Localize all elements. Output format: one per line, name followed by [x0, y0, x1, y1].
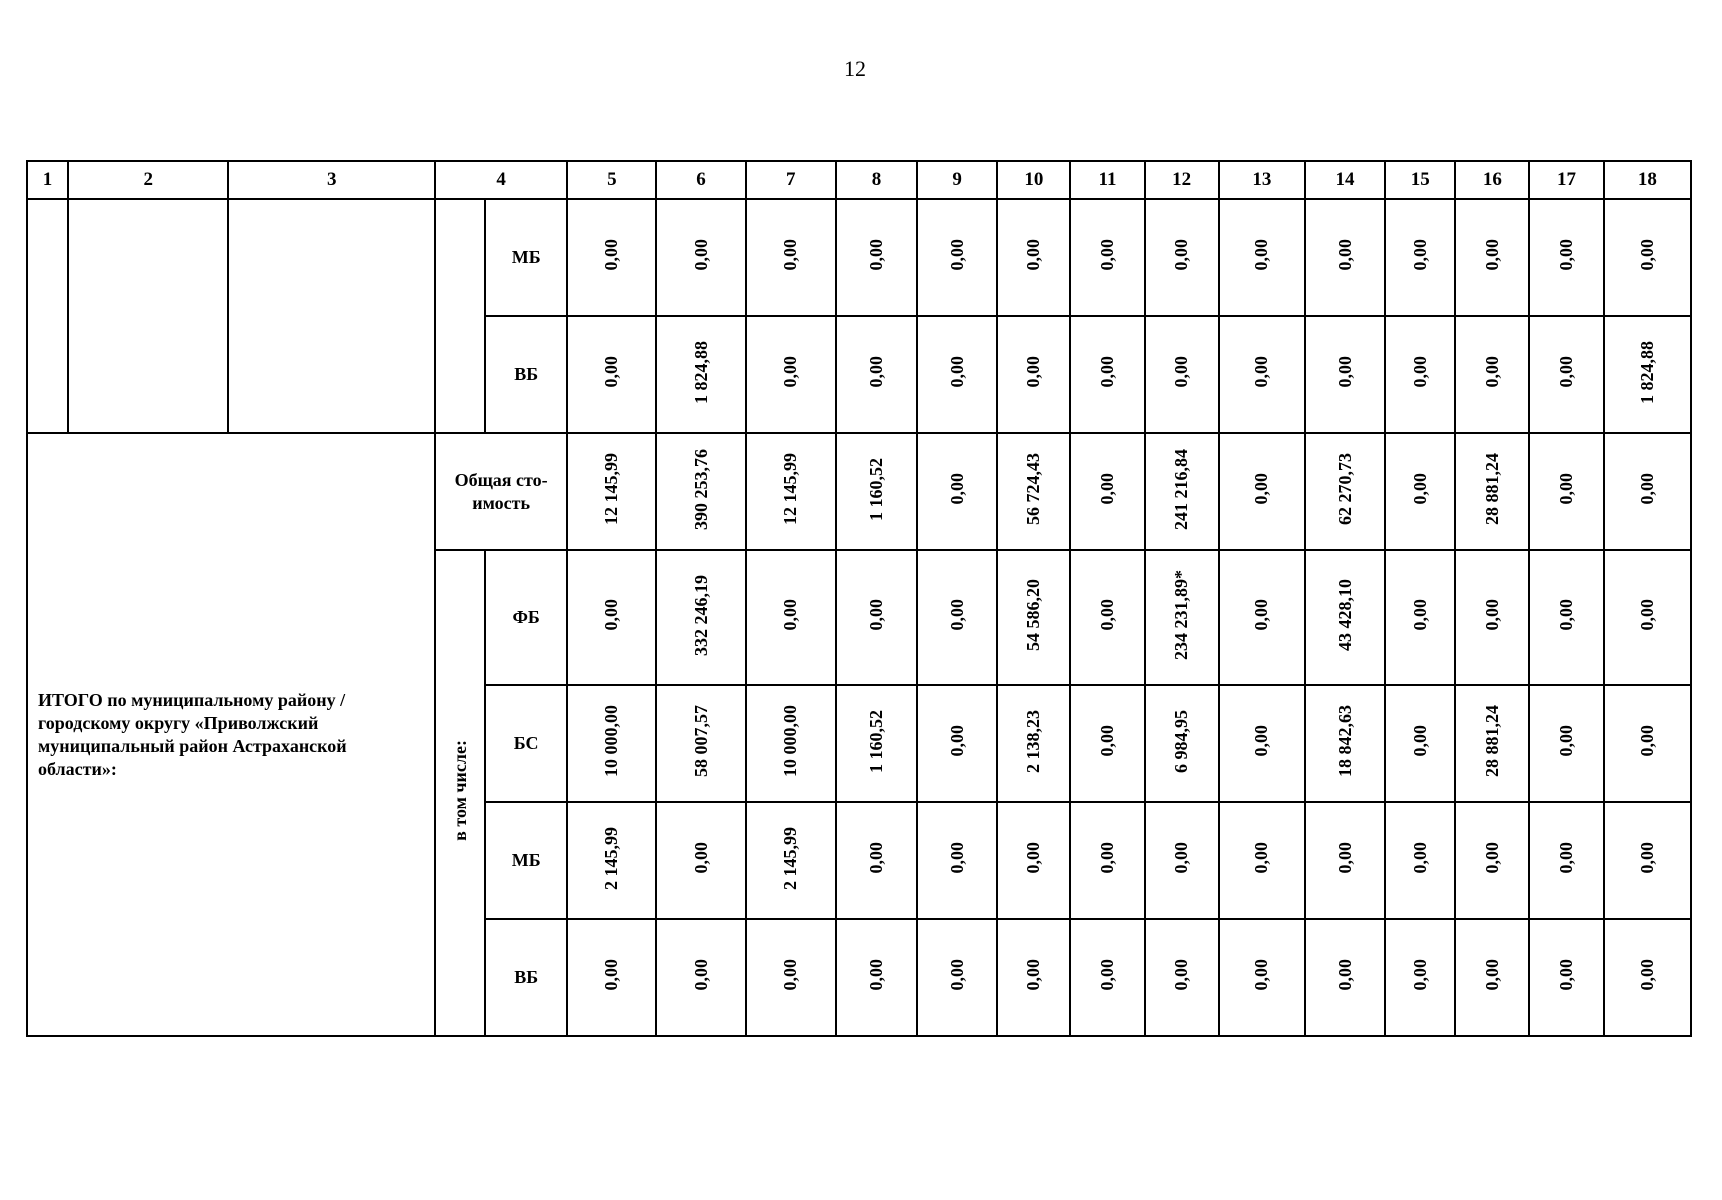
value-cell	[997, 433, 1070, 550]
value-text: 0,00	[1481, 959, 1502, 991]
value-text: 43 428,10	[1334, 579, 1355, 651]
common-cost-label: Общая сто-имость	[435, 433, 567, 550]
value-text: 0,00	[1409, 725, 1430, 757]
value-text: 0,00	[1251, 239, 1272, 271]
value-text: 10 000,00	[601, 705, 622, 777]
value-cell	[1305, 316, 1385, 433]
value-text: 0,00	[1251, 725, 1272, 757]
value-cell	[1219, 685, 1305, 802]
value-text: 0,00	[1556, 959, 1577, 991]
value-text: 0,00	[1171, 356, 1192, 388]
value-text: 0,00	[1023, 959, 1044, 991]
value-cell	[1070, 433, 1144, 550]
value-cell	[746, 550, 836, 685]
value-cell	[567, 316, 656, 433]
value-text: 6 984,95	[1171, 709, 1192, 773]
value-cell	[746, 685, 836, 802]
value-cell	[567, 685, 656, 802]
value-text: 0,00	[1251, 356, 1272, 388]
value-text: 0,00	[1334, 239, 1355, 271]
value-cell	[746, 316, 836, 433]
value-cell	[1305, 199, 1385, 316]
value-text: 0,00	[1556, 473, 1577, 505]
value-text: 2 138,23	[1023, 709, 1044, 773]
header-cell: 11	[1070, 161, 1144, 199]
empty-cell	[27, 199, 68, 433]
value-text: 0,00	[865, 842, 886, 874]
value-cell	[1219, 550, 1305, 685]
value-text: 0,00	[601, 959, 622, 991]
value-cell	[746, 802, 836, 919]
budget-table	[26, 160, 1692, 1037]
value-text: 0,00	[1636, 599, 1657, 631]
value-text: 0,00	[601, 239, 622, 271]
value-text: 0,00	[1409, 239, 1430, 271]
value-text: 0,00	[1409, 599, 1430, 631]
value-text: 0,00	[780, 356, 801, 388]
value-cell	[1070, 550, 1144, 685]
value-text: 0,00	[946, 725, 967, 757]
header-cell: 3	[228, 161, 434, 199]
value-cell	[997, 919, 1070, 1036]
value-cell	[1604, 802, 1691, 919]
value-cell	[1145, 919, 1219, 1036]
header-cell: 6	[656, 161, 745, 199]
value-text: 1 160,52	[865, 709, 886, 773]
value-text: 0,00	[1409, 959, 1430, 991]
value-text: 0,00	[1481, 239, 1502, 271]
value-text: 0,00	[601, 599, 622, 631]
value-text: 0,00	[1334, 356, 1355, 388]
value-text: 0,00	[1251, 599, 1272, 631]
value-text: 1 824,88	[690, 340, 711, 404]
value-text: 0,00	[1251, 959, 1272, 991]
value-cell	[1604, 433, 1691, 550]
value-text: 0,00	[1636, 473, 1657, 505]
value-text: 390 253,76	[690, 448, 711, 530]
value-text: 0,00	[1409, 473, 1430, 505]
value-cell	[1455, 802, 1529, 919]
value-cell	[746, 919, 836, 1036]
value-cell	[917, 316, 997, 433]
value-cell	[567, 199, 656, 316]
value-cell	[1529, 919, 1603, 1036]
value-text: 28 881,24	[1481, 705, 1502, 777]
value-text: 0,00	[865, 239, 886, 271]
value-text: 0,00	[1251, 473, 1272, 505]
value-cell	[1385, 550, 1455, 685]
value-text: 0,00	[1023, 239, 1044, 271]
header-cell: 10	[997, 161, 1070, 199]
value-text: 12 145,99	[780, 453, 801, 525]
value-cell	[1305, 550, 1385, 685]
value-cell	[1529, 433, 1603, 550]
value-text: 10 000,00	[780, 705, 801, 777]
header-cell: 15	[1385, 161, 1455, 199]
value-text: 0,00	[1023, 356, 1044, 388]
value-text: 0,00	[1481, 599, 1502, 631]
value-cell	[656, 685, 745, 802]
value-cell	[1455, 685, 1529, 802]
value-cell	[1529, 316, 1603, 433]
value-cell	[746, 433, 836, 550]
value-text: 0,00	[865, 599, 886, 631]
value-cell	[1219, 919, 1305, 1036]
value-text: 0,00	[1556, 842, 1577, 874]
funding-source-label: ВБ	[485, 919, 567, 1036]
value-text: 0,00	[1556, 725, 1577, 757]
value-cell	[656, 919, 745, 1036]
value-cell	[1529, 550, 1603, 685]
value-text: 0,00	[865, 356, 886, 388]
value-cell	[836, 685, 917, 802]
value-text: 0,00	[690, 239, 711, 271]
value-text: 18 842,63	[1334, 705, 1355, 777]
header-cell: 8	[836, 161, 917, 199]
value-text: 0,00	[1481, 842, 1502, 874]
empty-cell	[435, 199, 485, 433]
value-text: 28 881,24	[1481, 453, 1502, 525]
header-cell: 13	[1219, 161, 1305, 199]
value-text: 0,00	[780, 599, 801, 631]
value-cell	[1070, 316, 1144, 433]
value-cell	[656, 802, 745, 919]
value-text: 0,00	[1409, 842, 1430, 874]
value-cell	[1219, 199, 1305, 316]
value-text: 0,00	[1096, 356, 1117, 388]
header-cell: 16	[1455, 161, 1529, 199]
value-cell	[1604, 550, 1691, 685]
value-cell	[1529, 685, 1603, 802]
value-cell	[1145, 199, 1219, 316]
value-cell	[1604, 199, 1691, 316]
value-cell	[567, 802, 656, 919]
value-cell	[997, 685, 1070, 802]
value-cell	[746, 199, 836, 316]
value-cell	[567, 433, 656, 550]
header-cell: 1	[27, 161, 68, 199]
value-text: 1 824,88	[1636, 340, 1657, 404]
value-text: 0,00	[1636, 959, 1657, 991]
value-text: 2 145,99	[780, 826, 801, 890]
value-text: 0,00	[946, 239, 967, 271]
value-cell	[1604, 919, 1691, 1036]
value-text: 0,00	[1556, 356, 1577, 388]
value-text: 56 724,43	[1023, 453, 1044, 525]
value-text: 0,00	[865, 959, 886, 991]
value-text: 0,00	[1023, 842, 1044, 874]
value-cell	[1145, 550, 1219, 685]
value-cell	[656, 316, 745, 433]
page-number: 12	[844, 56, 866, 81]
value-text: 0,00	[690, 959, 711, 991]
value-cell	[836, 550, 917, 685]
value-text: 0,00	[1556, 239, 1577, 271]
value-cell	[1070, 199, 1144, 316]
table-row	[27, 199, 1691, 316]
value-text: 0,00	[1171, 959, 1192, 991]
header-cell: 2	[68, 161, 228, 199]
value-cell	[997, 316, 1070, 433]
value-cell	[836, 919, 917, 1036]
header-cell: 17	[1529, 161, 1603, 199]
value-cell	[917, 433, 997, 550]
value-text: 58 007,57	[690, 705, 711, 777]
value-cell	[1385, 685, 1455, 802]
value-text: 1 160,52	[865, 457, 886, 521]
value-text: 0,00	[1556, 599, 1577, 631]
value-text: 0,00	[1096, 842, 1117, 874]
header-row	[27, 161, 1691, 199]
value-cell	[1385, 199, 1455, 316]
funding-source-label: БС	[485, 685, 567, 802]
value-text: 0,00	[1171, 842, 1192, 874]
including-label: в том числе:	[449, 740, 470, 841]
funding-source-label: ФБ	[485, 550, 567, 685]
funding-source-label: ВБ	[485, 316, 567, 433]
value-cell	[1219, 433, 1305, 550]
value-text: 0,00	[946, 356, 967, 388]
including-cell	[435, 550, 485, 1036]
value-text: 0,00	[1334, 842, 1355, 874]
value-text: 0,00	[780, 239, 801, 271]
value-cell	[1529, 199, 1603, 316]
value-cell	[917, 802, 997, 919]
value-text: 0,00	[1096, 959, 1117, 991]
value-cell	[917, 685, 997, 802]
header-cell: 5	[567, 161, 656, 199]
value-cell	[1529, 802, 1603, 919]
value-cell	[1455, 550, 1529, 685]
value-cell	[567, 919, 656, 1036]
value-cell	[1455, 433, 1529, 550]
value-text: 0,00	[1636, 842, 1657, 874]
funding-source-label: МБ	[485, 802, 567, 919]
value-cell	[1385, 919, 1455, 1036]
value-text: 0,00	[780, 959, 801, 991]
value-text: 332 246,19	[690, 574, 711, 656]
value-text: 0,00	[601, 356, 622, 388]
value-cell	[1145, 433, 1219, 550]
value-text: 2 145,99	[601, 826, 622, 890]
value-cell	[1455, 919, 1529, 1036]
value-text: 0,00	[690, 842, 711, 874]
total-label: ИТОГО по муниципальному району / городскому округу «Приволжский муниципальный район Астраханской области»:	[27, 433, 435, 1036]
value-text: 0,00	[1636, 239, 1657, 271]
value-cell	[1145, 802, 1219, 919]
value-cell	[997, 550, 1070, 685]
value-cell	[1145, 316, 1219, 433]
value-cell	[1145, 685, 1219, 802]
value-cell	[656, 433, 745, 550]
value-text: 0,00	[1409, 356, 1430, 388]
value-cell	[1219, 316, 1305, 433]
value-text: 0,00	[1096, 725, 1117, 757]
value-text: 0,00	[1096, 473, 1117, 505]
value-cell	[1385, 433, 1455, 550]
value-text: 0,00	[1171, 239, 1192, 271]
header-cell: 4	[435, 161, 567, 199]
header-cell: 12	[1145, 161, 1219, 199]
value-cell	[1305, 802, 1385, 919]
value-text: 241 216,84	[1171, 448, 1192, 530]
empty-cell	[228, 199, 434, 433]
value-text: 12 145,99	[601, 453, 622, 525]
value-text: 54 586,20	[1023, 579, 1044, 651]
empty-cell	[68, 199, 228, 433]
value-cell	[997, 802, 1070, 919]
value-cell	[917, 919, 997, 1036]
value-text: 0,00	[1096, 239, 1117, 271]
value-text: 0,00	[1481, 356, 1502, 388]
value-cell	[1305, 433, 1385, 550]
value-cell	[567, 550, 656, 685]
total-cost-row	[27, 433, 1691, 550]
value-text: 0,00	[1636, 725, 1657, 757]
value-cell	[1385, 802, 1455, 919]
value-text: 0,00	[946, 599, 967, 631]
header-cell: 9	[917, 161, 997, 199]
value-cell	[1604, 685, 1691, 802]
value-text: 0,00	[1251, 842, 1272, 874]
value-cell	[1305, 685, 1385, 802]
value-cell	[836, 199, 917, 316]
value-cell	[917, 550, 997, 685]
value-cell	[1455, 199, 1529, 316]
header-cell: 18	[1604, 161, 1691, 199]
value-text: 0,00	[946, 959, 967, 991]
value-text: 0,00	[1096, 599, 1117, 631]
value-cell	[656, 550, 745, 685]
header-cell: 7	[746, 161, 836, 199]
value-cell	[1455, 316, 1529, 433]
value-text: 0,00	[1334, 959, 1355, 991]
value-cell	[1070, 802, 1144, 919]
value-cell	[1070, 919, 1144, 1036]
value-text: 62 270,73	[1334, 453, 1355, 525]
header-cell: 14	[1305, 161, 1385, 199]
value-text: 234 231,89*	[1171, 570, 1192, 660]
value-cell	[836, 433, 917, 550]
value-cell	[656, 199, 745, 316]
value-cell	[1219, 802, 1305, 919]
funding-source-label: МБ	[485, 199, 567, 316]
value-cell	[836, 802, 917, 919]
value-cell	[1070, 685, 1144, 802]
value-text: 0,00	[946, 842, 967, 874]
value-cell	[1305, 919, 1385, 1036]
value-cell	[997, 199, 1070, 316]
value-cell	[836, 316, 917, 433]
value-cell	[1385, 316, 1455, 433]
value-text: 0,00	[946, 473, 967, 505]
value-cell	[917, 199, 997, 316]
value-cell	[1604, 316, 1691, 433]
